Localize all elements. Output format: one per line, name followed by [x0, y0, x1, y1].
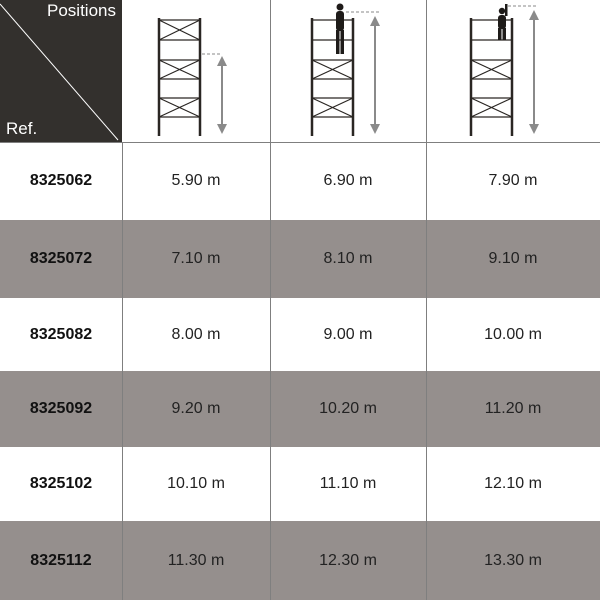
height-cell-position-3: 11.20 m — [484, 400, 542, 417]
ref-cell: 8325062 — [29, 172, 93, 189]
position-3-header — [426, 0, 600, 142]
height-cell-position-3: 13.30 m — [484, 551, 542, 569]
scaffold-with-arrow-icon — [122, 0, 270, 142]
height-cell-position-2: 8.10 m — [323, 250, 373, 267]
table-row — [0, 220, 600, 298]
height-cell-position-1: 7.10 m — [171, 250, 221, 267]
height-cell-position-1: 8.00 m — [171, 325, 221, 343]
height-cell-position-2: 6.90 m — [323, 172, 373, 189]
height-cell-position-3: 7.90 m — [488, 172, 538, 189]
positions-label: Positions — [47, 1, 116, 20]
scaffold-with-worker-icon — [270, 0, 426, 142]
ref-cell: 8325072 — [29, 250, 93, 267]
table-row — [0, 371, 600, 447]
ref-cell: 8325092 — [29, 400, 93, 417]
position-1-header — [122, 0, 270, 142]
height-cell-position-1: 5.90 m — [171, 172, 221, 189]
scaffold-with-worker-reaching-icon — [426, 0, 600, 142]
header-corner — [0, 0, 122, 142]
table-row — [0, 142, 600, 220]
height-cell-position-3: 9.10 m — [488, 250, 538, 267]
header-divider — [0, 142, 600, 143]
ref-cell: 8325082 — [29, 325, 93, 343]
table-row — [0, 521, 600, 600]
ref-cell: 8325102 — [29, 475, 93, 492]
column-divider — [270, 0, 271, 600]
column-divider — [122, 142, 123, 600]
column-divider — [426, 0, 427, 600]
ref-label: Ref. — [6, 119, 38, 138]
height-cell-position-2: 10.20 m — [319, 400, 377, 417]
height-cell-position-1: 9.20 m — [171, 400, 221, 417]
position-2-header — [270, 0, 426, 142]
table-row — [0, 298, 600, 371]
height-cell-position-1: 10.10 m — [167, 475, 225, 492]
height-cell-position-2: 9.00 m — [323, 325, 373, 343]
height-cell-position-3: 12.10 m — [484, 475, 542, 492]
height-cell-position-2: 11.10 m — [319, 475, 377, 492]
height-cell-position-1: 11.30 m — [167, 551, 225, 569]
ref-cell: 8325112 — [30, 551, 92, 569]
table-row — [0, 447, 600, 521]
height-cell-position-2: 12.30 m — [319, 551, 377, 569]
worker-silhouette — [336, 4, 344, 55]
height-cell-position-3: 10.00 m — [484, 325, 542, 343]
worker-reaching-silhouette — [498, 4, 508, 40]
